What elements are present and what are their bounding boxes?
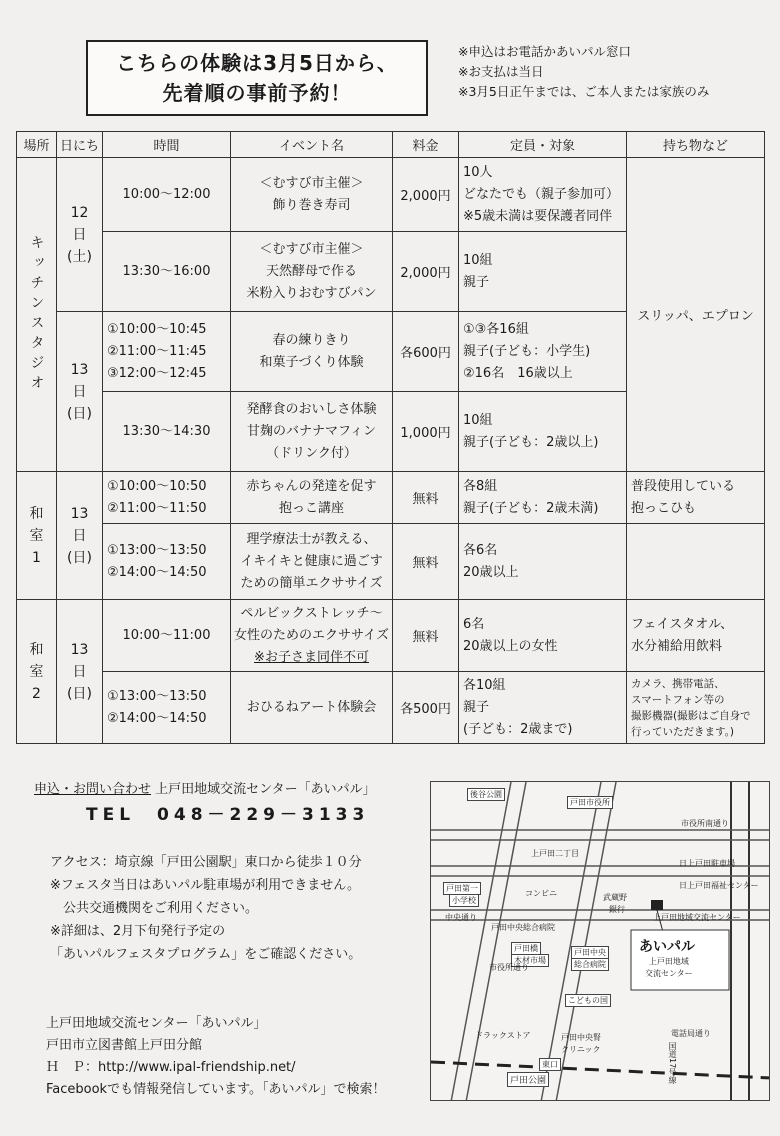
capacity-cell [459,392,627,472]
capacity-text: 親子(子ども：2歳未満) [463,500,599,516]
note-item: ※申込はお電話かあいパル窓口 [458,44,631,59]
map-label: 上戸田地域交流センター [653,913,741,922]
capacity-text: 10組 [463,412,493,428]
event-text: 和菓子づくり体験 [259,354,364,370]
date-unit: 日 [72,663,87,680]
note-item: ※3月5日正午までは、ご本人または家族のみ [458,84,710,99]
capacity-text: 親子 [463,699,490,715]
time-text: ①10:00～10:50 [107,478,207,494]
place-char: 室 [29,663,44,680]
items-cell [627,672,765,744]
table-row [17,672,765,744]
time-text: ①10:00～10:45 [107,321,207,337]
place-label: キッチンスタジオ [28,234,45,395]
capacity-text: 親子 [463,274,490,290]
map-label: 戸田第一 [443,882,481,895]
date-cell [57,158,103,312]
phone-number[interactable]: TEL 048－229－3133 [86,805,370,825]
table-row [17,600,765,672]
event-text: （ドリンク付） [266,445,357,461]
map-label: 武蔵野 [603,893,627,902]
place-char: 1 [32,549,41,566]
items-text: 水分補給用飲料 [631,638,723,654]
event-text: おひるねアート体験会 [246,699,377,715]
event-text: ための簡単エクササイズ [240,575,383,591]
time-text: ③12:00～12:45 [107,365,207,381]
date-day: 13 [70,505,89,522]
footer-text: 上戸田地域交流センター「あいパル」 [46,1016,267,1031]
capacity-cell [459,524,627,600]
items-cell [627,524,765,600]
header-capacity: 定員・対象 [459,132,627,158]
center-name: 上戸田地域交流センター「あいパル」 [155,782,376,797]
capacity-cell [459,158,627,232]
capacity-text: 20歳以上 [463,564,519,580]
place-char: 和 [29,505,44,522]
header-fee: 料金 [393,132,459,158]
date-unit: 日 [72,226,87,243]
capacity-text: ※5歳未満は要保護者同伴 [463,208,613,224]
items-text: 抱っこひも [631,500,697,516]
time-text: 13:30～16:00 [122,263,211,279]
capacity-text: ②16名 16歳以上 [463,365,573,381]
items-text: 行っていただきます。) [631,725,735,738]
event-text: 抱っこ講座 [278,500,344,516]
place-char: 和 [29,641,44,658]
time-text: 10:00～11:00 [122,627,211,643]
event-cell [231,600,393,672]
table-row [17,158,765,232]
notes [458,42,709,102]
place-kitchen-studio [17,158,57,472]
map-label: 電話局通り [671,1029,711,1038]
access-map [430,781,770,1101]
capacity-text: 20歳以上の女性 [463,638,558,654]
access-text: 「あいパルフェスタプログラム」をご確認ください。 [50,947,362,962]
capacity-text: ①③各16組 [463,321,529,337]
capacity-text: 6名 [463,616,485,632]
capacity-text: 親子(子ども：小学生) [463,343,591,359]
map-label: 国道17号線 [668,1042,677,1085]
schedule-table [16,131,765,744]
capacity-text: 各8組 [463,478,498,494]
time-text: ②11:00～11:50 [107,500,207,516]
capacity-cell [459,312,627,392]
date-weekday: (土) [67,248,92,265]
time-cell [103,312,231,392]
map-label: 木材市場 [511,954,549,967]
time-cell [103,524,231,600]
map-label: 戸田橋 [511,942,541,955]
header-date: 日にち [57,132,103,158]
items-text: カメラ、携帯電話、 [631,677,725,690]
map-label: 小学校 [449,894,479,907]
event-text: 春の練りきり [272,332,351,348]
map-label: 中央通り [445,913,477,922]
place-char: 室 [29,527,44,544]
items-cell [627,472,765,524]
capacity-text: 各6名 [463,542,498,558]
items-text: 普段使用している [631,478,736,494]
date-unit: 日 [72,383,87,400]
capacity-text: 10人 [463,164,493,180]
map-label: 戸田中央 [571,946,609,959]
place-washitsu-1 [17,472,57,600]
date-cell [57,472,103,600]
items-cell [627,600,765,672]
map-label: 銀行 [609,905,625,914]
time-cell [103,232,231,312]
homepage-link[interactable]: Ｈ Ｐ：http://www.ipal-friendship.net/ [46,1060,296,1075]
map-label: 戸田市役所 [567,796,613,809]
items-text: スマートフォン等の [631,693,725,706]
date-weekday: (日) [67,405,92,422]
place-char: 2 [32,685,41,702]
capacity-cell [459,672,627,744]
event-text: 女性のためのエクササイズ [234,627,389,643]
headline-line2: 先着順の事前予約！ [162,81,352,105]
capacity-text: 親子(子ども：2歳以上) [463,434,599,450]
time-text: ②14:00～14:50 [107,564,207,580]
time-text: 13:30～14:30 [122,423,211,439]
map-label: 東口 [539,1058,561,1071]
event-cell [231,158,393,232]
time-cell [103,392,231,472]
table-row [17,524,765,600]
capacity-text: 各10組 [463,677,506,693]
header-place: 場所 [17,132,57,158]
table-header-row [17,132,765,158]
date-day: 12 [70,204,89,221]
event-text: 甘麹のバナナマフィン [247,423,376,439]
event-cell [231,472,393,524]
event-note: ※お子さま同伴不可 [254,649,369,665]
time-text: ②14:00～14:50 [107,710,207,726]
map-railway [431,1062,770,1078]
event-text: ＜むすび市主催＞ [259,175,364,191]
map-label: 日上戸田駐車場 [679,859,735,868]
event-text: ＜むすび市主催＞ [259,241,364,257]
footer-info [46,1013,386,1101]
fee-cell: 2,000円 [393,158,459,232]
event-cell [231,312,393,392]
event-cell [231,672,393,744]
time-text: ①13:00～13:50 [107,688,207,704]
event-text: ペルビックストレッチ～ [240,605,383,621]
time-cell [103,600,231,672]
fee-cell: 1,000円 [393,392,459,472]
footer-text: 戸田市立図書館上戸田分館 [46,1038,203,1053]
map-label: 市役所通り [489,963,529,972]
date-weekday: (日) [67,685,92,702]
access-text: 公共交通機関をご利用ください。 [50,901,259,916]
inquiry-label: 申込・お問い合わせ [34,782,152,797]
time-text: 10:00～12:00 [122,186,211,202]
event-text: 赤ちゃんの発達を促す [246,478,377,494]
date-cell [57,600,103,744]
map-label: 戸田公園 [507,1072,549,1087]
date-cell [57,312,103,472]
capacity-cell [459,472,627,524]
map-label: ドラックストア [475,1031,531,1040]
event-text: 飾り巻き寿司 [272,197,351,213]
header-time: 時間 [103,132,231,158]
date-day: 13 [70,361,89,378]
map-ipal-sub: 上戸田地域 交流センター [645,957,693,978]
map-label: クリニック [561,1045,601,1054]
event-cell [231,232,393,312]
map-label: コンビニ [525,889,557,898]
map-label: 戸田中央腎 [561,1033,601,1042]
fee-cell: 各600円 [393,312,459,392]
fee-cell: 各500円 [393,672,459,744]
capacity-cell [459,232,627,312]
event-text: 発酵食のおいしさ体験 [246,401,377,417]
capacity-text: 10組 [463,252,493,268]
access-text: ※フェスタ当日はあいパル駐車場が利用できません。 [50,878,361,893]
header-event: イベント名 [231,132,393,158]
footer-text: Facebookでも情報発信しています。「あいパル」で検索！ [46,1082,386,1097]
map-label: 日上戸田福祉センター [679,881,759,890]
map-label: 後谷公園 [467,788,505,801]
items-text: 撮影機器(撮影はご自身で [631,709,751,722]
date-weekday: (日) [67,549,92,566]
fee-cell: 無料 [393,600,459,672]
fee-cell: 無料 [393,524,459,600]
headline-box [86,40,428,116]
map-label: 総合病院 [571,958,609,971]
event-cell [231,392,393,472]
map-label: 市役所南通り [681,819,729,828]
fee-cell: 無料 [393,472,459,524]
items-text: フェイスタオル、 [631,616,734,632]
date-day: 13 [70,641,89,658]
event-text: イキイキと健康に過ごす [240,553,383,569]
time-cell [103,672,231,744]
map-ipal-title: あいパル [639,939,695,955]
place-washitsu-2 [17,600,57,744]
time-cell [103,472,231,524]
table-row [17,472,765,524]
event-text: 米粉入りおむすびパン [246,285,377,301]
time-cell [103,158,231,232]
items-cell: スリッパ、エプロン [627,158,765,472]
event-cell [231,524,393,600]
time-text: ②11:00～11:45 [107,343,207,359]
map-label: こどもの国 [565,994,611,1007]
access-info [50,851,362,966]
header-items: 持ち物など [627,132,765,158]
event-text: 天然酵母で作る [265,263,357,279]
map-label: 戸田中央総合病院 [491,923,555,932]
capacity-cell [459,600,627,672]
event-text: 理学療法士が教える、 [246,531,377,547]
capacity-text: どなたでも（親子参加可） [463,186,620,202]
date-unit: 日 [72,527,87,544]
capacity-text: (子ども：2歳まで) [463,721,573,737]
fee-cell: 2,000円 [393,232,459,312]
contact-line [34,778,376,797]
time-text: ①13:00～13:50 [107,542,207,558]
headline-line1: こちらの体験は3月5日から、 [116,51,398,75]
map-ipal-building [651,900,663,910]
note-item: ※お支払は当日 [458,64,544,79]
access-text: ※詳細は、2月下旬発行予定の [50,924,226,939]
access-text: アクセス：埼京線「戸田公園駅」東口から徒歩１０分 [50,855,362,870]
map-label: 上戸田二丁目 [531,849,579,858]
